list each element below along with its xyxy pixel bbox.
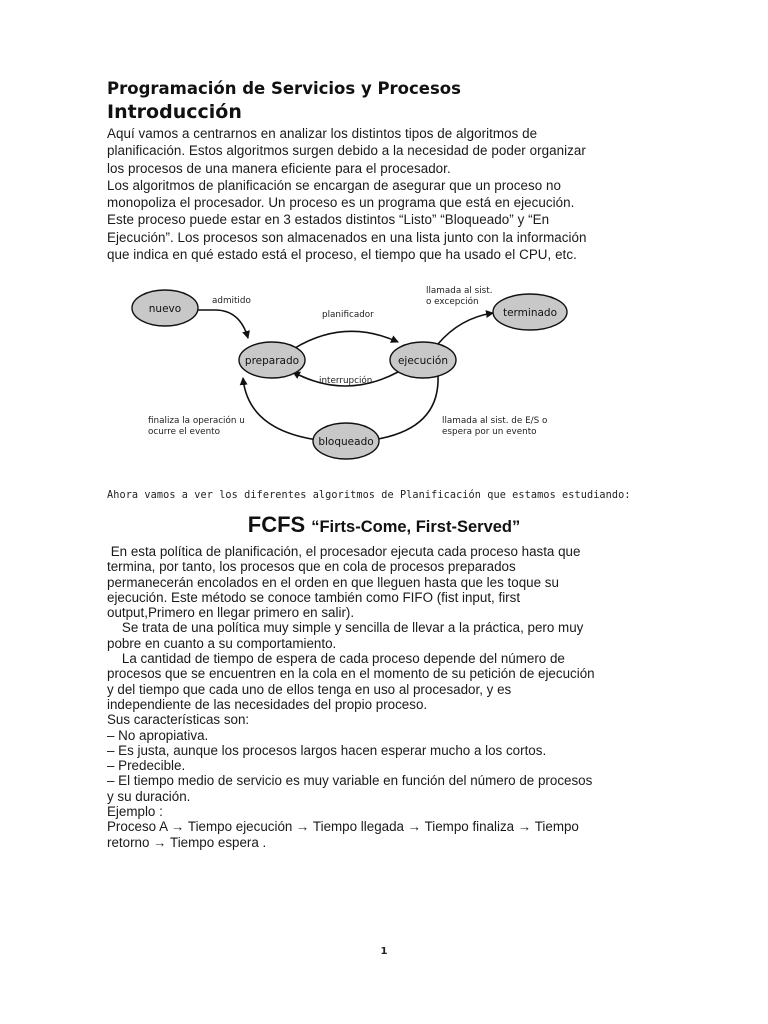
algorithms-note: Ahora vamos a ver los diferentes algoritmos de Planificación que estamos estudiando: <box>107 490 631 501</box>
edge-planificador <box>295 331 398 348</box>
intro-line: Este proceso puede estar en 3 estados distintos “Listo” “Bloqueado” y “En <box>107 212 550 228</box>
node-bloqueado <box>313 423 379 459</box>
fcfs-line: pobre en cuanto a su comportamiento. <box>107 635 337 651</box>
document-header <box>107 78 667 263</box>
fcfs-abbreviation: FCFS <box>247 512 306 537</box>
fcfs-body <box>107 544 667 850</box>
edge-llamada-sist <box>438 313 493 344</box>
label-llamada-sist-1: llamada al sist. <box>426 286 493 296</box>
label-llamada-sist-2: o excepción <box>426 297 479 307</box>
label-finaliza-2: ocurre el evento <box>148 427 220 437</box>
intro-line: Ejecución”. Los procesos son almacenados en una lista junto con la información <box>107 229 587 245</box>
node-bloqueado-label: bloqueado <box>318 436 374 448</box>
fcfs-line: Sus características son: <box>107 712 250 728</box>
fcfs-line: ejecución. Este método se conoce también como FIFO (fist input, first <box>107 589 521 605</box>
label-planificador: planificador <box>322 310 374 320</box>
node-ejecucion-label: ejecución <box>397 355 449 367</box>
fcfs-line: Se trata de una política muy simple y sencilla de llevar a la práctica, pero muy <box>107 620 584 636</box>
intro-line: planificación. Estos algoritmos surgen debido a la necesidad de poder organizar <box>107 143 586 159</box>
fcfs-line: procesos que se encuentren en la cola en el momento de su petición de ejecución <box>107 666 595 682</box>
fcfs-line: output,Primero en llegar primero en salir). <box>107 605 355 621</box>
fcfs-line: – No apropiativa. <box>107 727 209 743</box>
node-ejecucion <box>390 342 456 378</box>
fcfs-line: En esta política de planificación, el procesador ejecuta cada proceso hasta que <box>107 544 581 559</box>
label-admitido: admitido <box>212 296 251 306</box>
edge-finaliza <box>243 378 318 440</box>
fcfs-line: y su duración. <box>107 788 191 804</box>
fcfs-line: Ejemplo : <box>107 804 163 820</box>
intro-line: monopoliza el procesador. Un proceso es un programa que está en ejecución. <box>107 195 575 211</box>
node-preparado <box>239 342 305 378</box>
intro-paragraph <box>107 125 667 263</box>
label-llamada-es-2: espera por un evento <box>442 427 537 437</box>
fcfs-line: y del tiempo que cada uno de ellos tenga en uso al procesador, y es <box>107 681 512 697</box>
document-title: Programación de Servicios y Procesos <box>107 79 461 98</box>
fcfs-line: – El tiempo medio de servicio es muy variable en función del número de procesos <box>107 773 593 789</box>
fcfs-line: independiente de las necesidades del propio proceso. <box>107 696 428 712</box>
edge-llamada-es <box>372 376 438 440</box>
state-diagram-svg <box>120 280 580 470</box>
node-nuevo-label: nuevo <box>148 303 182 315</box>
fcfs-line: – Predecible. <box>107 758 186 774</box>
fcfs-line: La cantidad de tiempo de espera de cada proceso depende del número de <box>107 651 565 667</box>
label-llamada-es-1: llamada al sist. de E/S o <box>442 416 548 426</box>
fcfs-line: permanecerán encolados en el orden en que lleguen hasta que les toque su <box>107 574 559 590</box>
node-terminado <box>493 294 567 330</box>
node-nuevo <box>132 290 198 326</box>
intro-line: que indica en qué estado está el proceso, el tiempo que ha usado el CPU, etc. <box>107 247 577 263</box>
fcfs-line: – Es justa, aunque los procesos largos hacen esperar mucho a los cortos. <box>107 742 547 758</box>
label-finaliza-1: finaliza la operación u <box>148 416 245 426</box>
edge-admitido <box>198 310 248 338</box>
intro-line: los procesos de una manera eficiente para el procesador. <box>107 160 451 176</box>
node-preparado-label: preparado <box>244 355 300 367</box>
process-state-diagram <box>120 280 580 470</box>
page-number: 1 <box>380 946 388 957</box>
intro-line: Aquí vamos a centrarnos en analizar los distintos tipos de algoritmos de <box>107 126 538 141</box>
fcfs-full-name: “Firts-Come, First-Served” <box>311 518 521 536</box>
intro-line: Los algoritmos de planificación se encargan de asegurar que un proceso no <box>107 177 562 193</box>
node-terminado-label: terminado <box>502 307 558 319</box>
fcfs-line: retorno → Tiempo espera . <box>107 834 267 850</box>
label-interrupcion: interrupción <box>319 376 373 386</box>
section-title-introduccion: Introducción <box>107 101 242 123</box>
fcfs-heading <box>0 512 768 538</box>
fcfs-line: Proceso A → Tiempo ejecución → Tiempo llegada → Tiempo finaliza → Tiempo <box>107 819 579 835</box>
fcfs-line: termina, por tanto, los procesos que en cola de procesos preparados <box>107 559 516 575</box>
